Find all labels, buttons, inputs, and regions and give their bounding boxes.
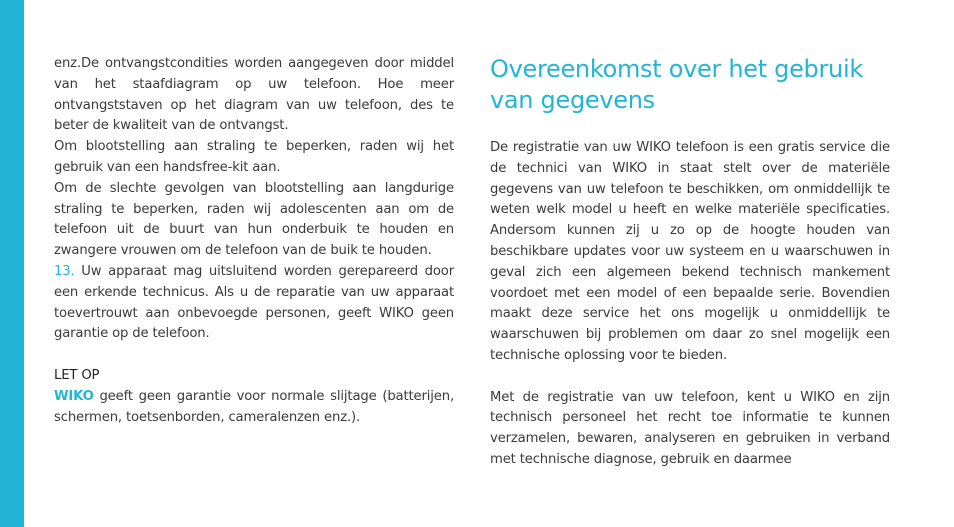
note-title: LET OP (54, 367, 100, 383)
item-number: 13. (54, 263, 75, 279)
section-heading: Overeenkomst over het gebruik van gegevens (490, 55, 863, 114)
repair-text: Uw apparaat mag uitsluitend worden gerepareerd door een erkende technicus. Als u de reparatie van uw apparaat toevertrouwt aan onbevoegde personen, geeft WIKO geen garantie op de telefoon. (54, 263, 454, 342)
right-column (490, 138, 890, 471)
left-column (54, 54, 454, 428)
note-brand: WIKO (54, 388, 94, 404)
note-text: geeft geen garantie voor normale slijtage (batterijen, schermen, toetsenborden, cameralenzen enz.). (54, 388, 454, 425)
handsfree-paragraph: Om blootstelling aan straling te beperken, raden wij het gebruik van een handsfree-kit aan. (54, 139, 454, 175)
note-paragraph (54, 387, 454, 429)
exposure-paragraph: Om de slechte gevolgen van blootstelling aan langdurige straling te beperken, raden wij adolescenten aan om de telefoon uit de buurt van hun onderbuik te houden en zwangere vrouwen om de telefoon van de buik te houden. (54, 180, 454, 259)
consent-paragraph: Met de registratie van uw telefoon, kent u WIKO en zijn technisch personeel het recht toe informatie te kunnen verzamelen, bewaren, analyseren en gebruiken in verband met technische diagnose, gebruik en daarmee (490, 389, 890, 467)
repair-paragraph (54, 262, 454, 345)
page-edge-bar (0, 0, 24, 527)
reception-paragraph: enz.De ontvangstcondities worden aangegeven door middel van het staafdiagram op uw telefoon. Hoe meer ontvangststaven op het diagram van uw telefoon, des te beter de kwaliteit van de ontvangst. (54, 56, 454, 134)
registration-paragraph: De registratie van uw WIKO telefoon is een gratis service die de technici van WIKO in staat stelt over de materiële gegevens van uw telefoon te beschikken, om onmiddellijk te weten welk model u heeft en welke materiële specificaties. Andersom kunnen zij u zo op de hoogte houden van beschikbare updates voor uw systeem en u waarschuwen in geval zich een algemeen bekend technisch mankement voordoet met een model of een bepaalde serie. Bovendien maakt deze service het ons mogelijk u onmiddellijk te waarschuwen bij problemen om daar zo snel mogelijk een technische oplossing voor te bieden. (490, 140, 890, 363)
